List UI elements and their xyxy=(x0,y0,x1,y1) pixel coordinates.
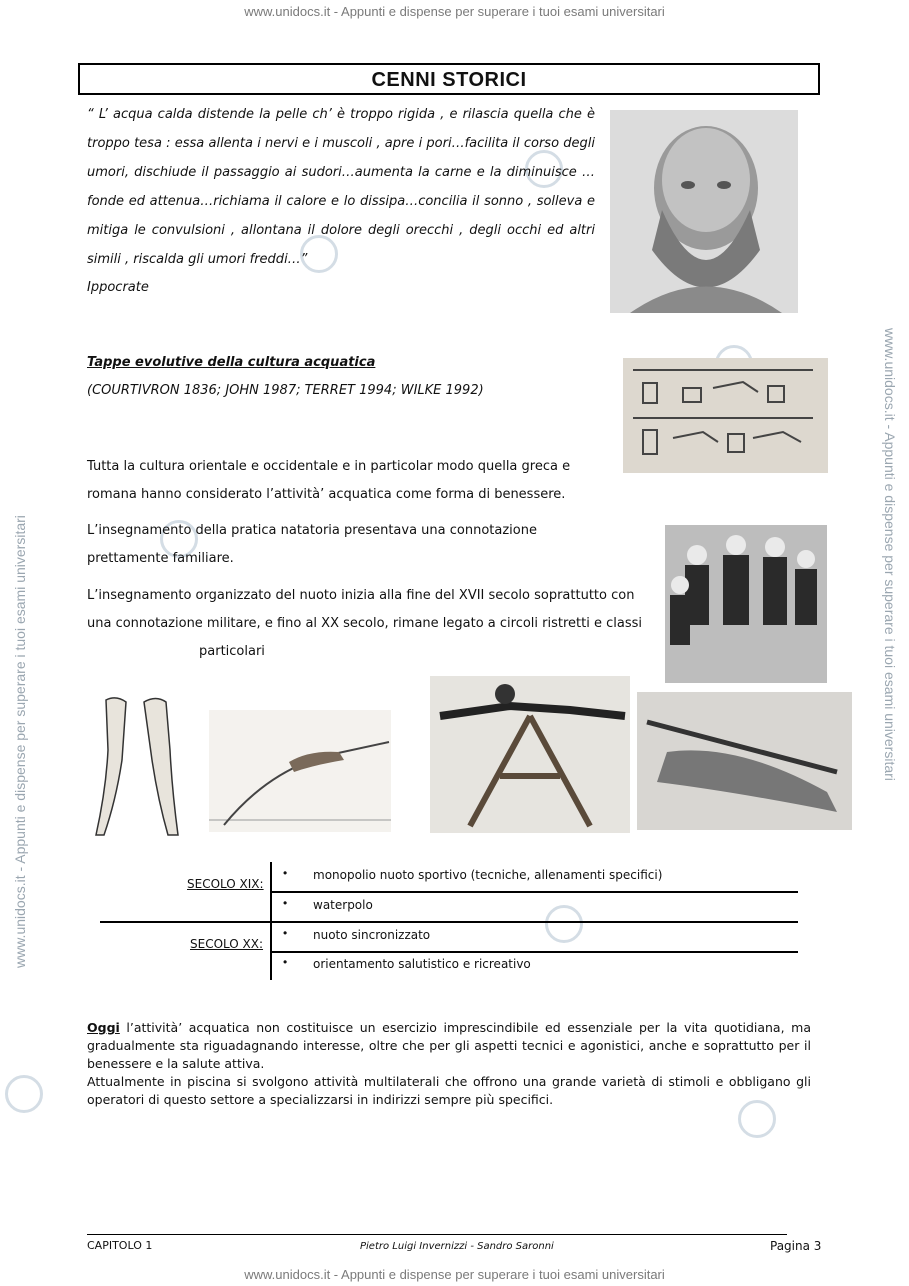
oggi-word: Oggi xyxy=(87,1020,120,1035)
conclusion-text xyxy=(87,1019,811,1109)
hippocrates-quote: “ L’ acqua calda distende la pelle ch’ è troppo rigida , e rilascia quella che è troppo tesa : essa allenta i nervi e i muscoli , apre i pori…facilita il corso degli umori, dischiude il passaggio ai sudori…aumenta la carne e la diminuisce …fonde ed attenua…richiama il calore e lo dissipa…concilia il sonno , solleva e mitiga le convulsioni , allontana il dolore degli orecchi , degli occhi ed altri simili , riscalda gli umori freddi…” xyxy=(87,107,595,267)
watermark-logo-icon xyxy=(545,905,583,943)
diving-swimmer-drawing xyxy=(209,710,391,832)
quote-author: Ippocrate xyxy=(87,280,149,295)
section-subtitle: Tappe evolutive della cultura acquatica xyxy=(87,355,376,370)
paragraph-organized-text: L’insegnamento organizzato del nuoto inizia alla fine del XVII secolo soprattutto con una connotazione militare, e fino al XX secolo, rimane legato a circoli ristretti e classi xyxy=(87,588,642,631)
paragraph-culture: Tutta la cultura orientale e occidentale e in particolar modo quella greca e romana hanno considerato l’attività’ acquatica come forma di benessere. xyxy=(87,459,571,502)
watermark-logo-icon xyxy=(5,1075,43,1113)
table-row-divider xyxy=(270,891,798,893)
table-section-divider xyxy=(100,921,798,923)
bullet-icon: • xyxy=(283,926,288,940)
footer-chapter: CAPITOLO 1 xyxy=(87,1239,153,1252)
watermark-left: www.unidocs.it - Appunti e dispense per superare i tuoi esami universitari xyxy=(12,515,28,968)
paragraph-organized xyxy=(87,582,642,666)
watermark-right: www.unidocs.it - Appunti e dispense per superare i tuoi esami universitari xyxy=(882,328,898,781)
page-title: CENNI STORICI xyxy=(78,63,820,95)
table-item: waterpolo xyxy=(313,898,373,912)
bullet-icon: • xyxy=(283,866,288,880)
table-row-divider xyxy=(270,951,798,953)
bullet-icon: • xyxy=(283,955,288,969)
hieroglyph-swimmers-image xyxy=(623,358,828,473)
century-19-label: SECOLO XIX: xyxy=(187,877,264,891)
footer-authors: Pietro Luigi Invernizzi - Sandro Saronni xyxy=(360,1241,554,1252)
paragraph-teaching: L’insegnamento della pratica natatoria presentava una connotazione prettamente familiare. xyxy=(87,523,537,566)
leg-muscles-drawing xyxy=(86,690,184,842)
hippocrates-portrait-image xyxy=(610,110,798,313)
oggi-text: l’attività’ acquatica non costituisce un esercizio imprescindibile ed essenziale per la vita quotidiana, ma gradualmente sta riguadagnando interesse, oltre che per gli aspetti tecnici e agonistici, anche e soprattutto per il benessere e la salute attiva. xyxy=(87,1020,811,1071)
table-item: orientamento salutistico e ricreativo xyxy=(313,957,531,971)
watermark-top: www.unidocs.it - Appunti e dispense per superare i tuoi esami universitari xyxy=(244,4,665,19)
century-20-label: SECOLO XX: xyxy=(190,937,264,951)
footer-page-number: Pagina 3 xyxy=(770,1239,822,1253)
second-paragraph: Attualmente in piscina si svolgono attività multilaterali che offrono una grande varietà di stimoli e obbligano gli operatori di questo settore a specializzarsi in indirizzi sempre più specifici. xyxy=(87,1074,811,1107)
table-item: nuoto sincronizzato xyxy=(313,928,431,942)
swimming-trestle-photo xyxy=(430,676,630,833)
bullet-icon: • xyxy=(283,896,288,910)
table-item: monopolio nuoto sportivo (tecniche, allenamenti specifici) xyxy=(313,868,663,882)
footer-divider xyxy=(87,1234,787,1235)
watermark-bottom: www.unidocs.it - Appunti e dispense per superare i tuoi esami universitari xyxy=(244,1267,665,1282)
paragraph-organized-tail: particolari xyxy=(199,644,265,659)
soldier-with-rifle-swimming-drawing xyxy=(637,692,852,830)
references: (COURTIVRON 1836; JOHN 1987; TERRET 1994; WILKE 1992) xyxy=(87,383,484,398)
swimmers-group-photo xyxy=(665,525,827,683)
